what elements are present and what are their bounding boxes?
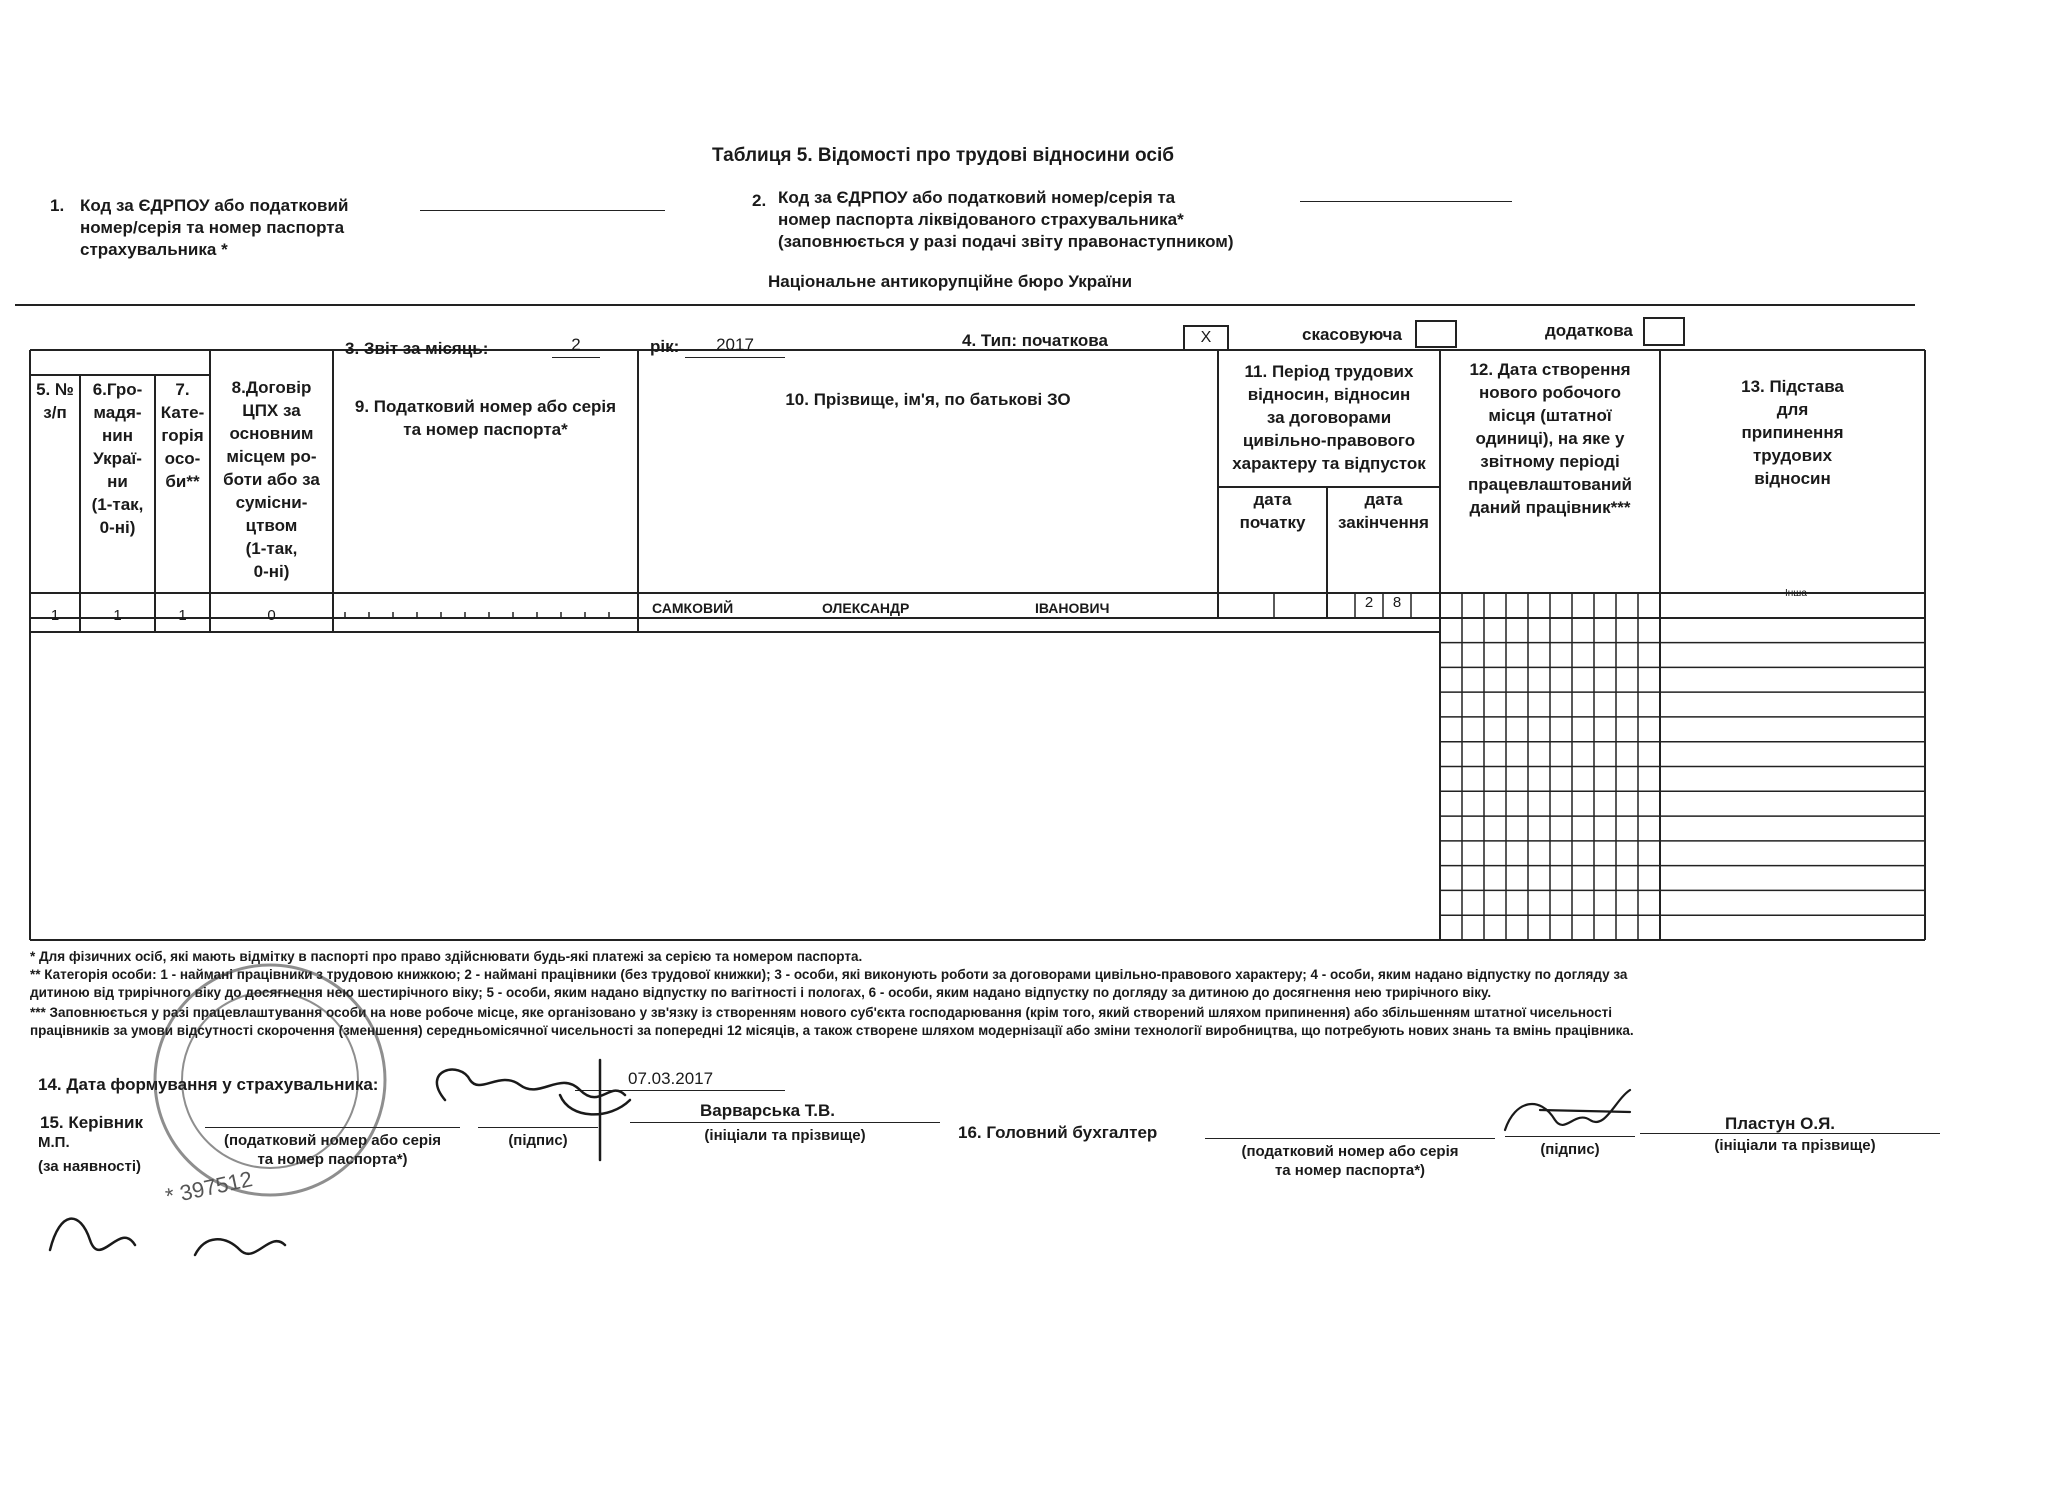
- field2-label: Код за ЄДРПОУ або податковий номер/серія та номер паспорта ліквідованого страхувальника* (заповнюється у разі подачі звіту правонаступником): [778, 188, 1234, 251]
- year-value[interactable]: 2017: [716, 335, 754, 354]
- head-sign-line[interactable]: [478, 1127, 598, 1128]
- field2-number: 2.: [752, 191, 767, 210]
- cancel-label: скасовуюча: [1302, 325, 1402, 344]
- mp-label: М.П.: [38, 1134, 70, 1151]
- accountant-initials-line: [1640, 1133, 1940, 1134]
- seal-number: * 397512: [163, 1166, 255, 1209]
- row1-gph[interactable]: 0: [267, 607, 276, 624]
- row1-surname[interactable]: САМКОВИЙ: [652, 600, 734, 616]
- col9-header: 9. Податковий номер або серія та номер паспорта*: [354, 397, 617, 439]
- col13-header: 13. Підстава для припинення трудових відносин: [1741, 377, 1844, 488]
- row1-end-date-digit-1[interactable]: 2: [1364, 594, 1374, 611]
- month-line: [552, 357, 600, 358]
- head-tax-note: (податковий номер або серія та номер паспорта*): [223, 1132, 442, 1168]
- footnote-2: ** Категорія особи: 1 - наймані працівники з трудовою книжкою; 2 - наймані працівники (без трудової книжки); 3 - особи, які виконують роботи за договорами цивільно-правового характеру; 4 - особи, яким надано відпустку по догляду за: [30, 967, 1628, 982]
- col12-header: 12. Дата створення нового робочого місця (штатної одиниці), на яке у звітному періоді працевлаштований даний працівник***: [1468, 360, 1632, 517]
- row1-basis[interactable]: Інша: [1785, 588, 1807, 599]
- row1-patronymic[interactable]: ІВАНОВИЧ: [1035, 600, 1110, 616]
- accountant-sign-note: (підпис): [1540, 1141, 1600, 1158]
- accountant-tax-note: (податковий номер або серія та номер паспорта*): [1241, 1143, 1459, 1179]
- col10-header: 10. Прізвище, ім'я, по батькові ЗО: [785, 390, 1071, 409]
- date-formed-label: 14. Дата формування у страхувальника:: [38, 1075, 379, 1094]
- head-sign-note: (підпис): [508, 1132, 568, 1149]
- additional-label: додаткова: [1545, 321, 1633, 340]
- col7-header: 7. Кате- горія осо- би**: [160, 380, 205, 491]
- row1-name[interactable]: ОЛЕКСАНДР: [822, 600, 910, 616]
- type-label: 4. Тип: початкова: [962, 331, 1108, 350]
- year-line: [685, 357, 785, 358]
- field1-value-line[interactable]: [420, 210, 665, 211]
- date-formed-value[interactable]: 07.03.2017: [628, 1069, 714, 1088]
- organization-line: [15, 304, 1915, 306]
- month-label: 3. Звіт за місяць:: [345, 339, 489, 358]
- type-cancel-checkbox[interactable]: [1415, 320, 1457, 348]
- organization-name: Національне антикорупційне бюро України: [768, 272, 1133, 291]
- field1-label: Код за ЄДРПОУ або податковий номер/серія та номер паспорта страхувальника *: [80, 196, 349, 259]
- month-value[interactable]: 2: [571, 335, 581, 354]
- type-additional-checkbox[interactable]: [1643, 317, 1685, 346]
- col6-header: 6.Гро- мадя- нин Украї- ни (1-так, 0-ні): [91, 380, 144, 537]
- field2-value-line[interactable]: [1300, 201, 1512, 202]
- form-title: Таблиця 5. Відомості про трудові відносини осіб: [712, 145, 1174, 166]
- head-initials-line: [630, 1122, 940, 1123]
- accountant-label: 16. Головний бухгалтер: [958, 1123, 1158, 1142]
- head-name: Варварська Т.В.: [700, 1101, 835, 1120]
- accountant-tax-line[interactable]: [1205, 1138, 1495, 1139]
- row1-number[interactable]: 1: [50, 607, 60, 624]
- date-formed-line: [575, 1090, 785, 1091]
- type-initial-checkbox[interactable]: X: [1183, 325, 1229, 351]
- footnote-4: *** Заповнюється у разі працевлаштування особи на нове робоче місце, яке організовано у зв'язку із створенням нового суб'єкта господарювання (крім того, який створений шляхом припинення) або збільшенням штатної чисельності: [30, 1005, 1612, 1020]
- col11-start-header: дата початку: [1239, 490, 1306, 532]
- accountant-name: Пластун О.Я.: [1725, 1114, 1836, 1133]
- accountant-initials-note: (ініціали та прізвище): [1714, 1137, 1876, 1154]
- col8-header: 8.Договір ЦПХ за основним місцем ро- боти або за сумісни- цтвом (1-так, 0-ні): [223, 378, 320, 581]
- head-label: 15. Керівник: [40, 1113, 143, 1132]
- accountant-sign-line[interactable]: [1505, 1136, 1635, 1137]
- row1-category[interactable]: 1: [178, 607, 187, 624]
- mp-note: (за наявності): [38, 1158, 142, 1175]
- col5-header: 5. № з/п: [36, 380, 74, 422]
- col11-header: 11. Період трудових відносин, відносин за договорами цивільно-правового характеру та відпусток: [1232, 362, 1426, 473]
- year-label: рік:: [650, 337, 680, 356]
- row1-citizen[interactable]: 1: [113, 607, 122, 624]
- field1-number: 1.: [50, 196, 65, 215]
- head-initials-note: (ініціали та прізвище): [704, 1127, 866, 1144]
- col11-end-header: дата закінчення: [1338, 490, 1429, 532]
- footnote-5: працівників за умови відсутності скорочення (зменшення) середньомісячної чисельності за попередні 12 місяців, а також створене шляхом модернізації або зміни технології виробництва, що потребують нових знань та вмінь працівника.: [30, 1023, 1634, 1038]
- row1-end-date-digit-2[interactable]: 8: [1392, 594, 1402, 611]
- footnote-1: * Для фізичних осіб, які мають відмітку в паспорті про право здійснювати будь-які платежі за серією та номером паспорта.: [30, 949, 863, 964]
- head-tax-line[interactable]: [205, 1127, 460, 1128]
- footnote-3: дитиною від трирічного віку до досягнення нею шестирічного віку; 5 - особи, яким надано відпустку по вагітності і пологах, 6 - особи, яким надано відпустку по догляду за дитиною до досягнення нею трирічного віку.: [30, 985, 1492, 1000]
